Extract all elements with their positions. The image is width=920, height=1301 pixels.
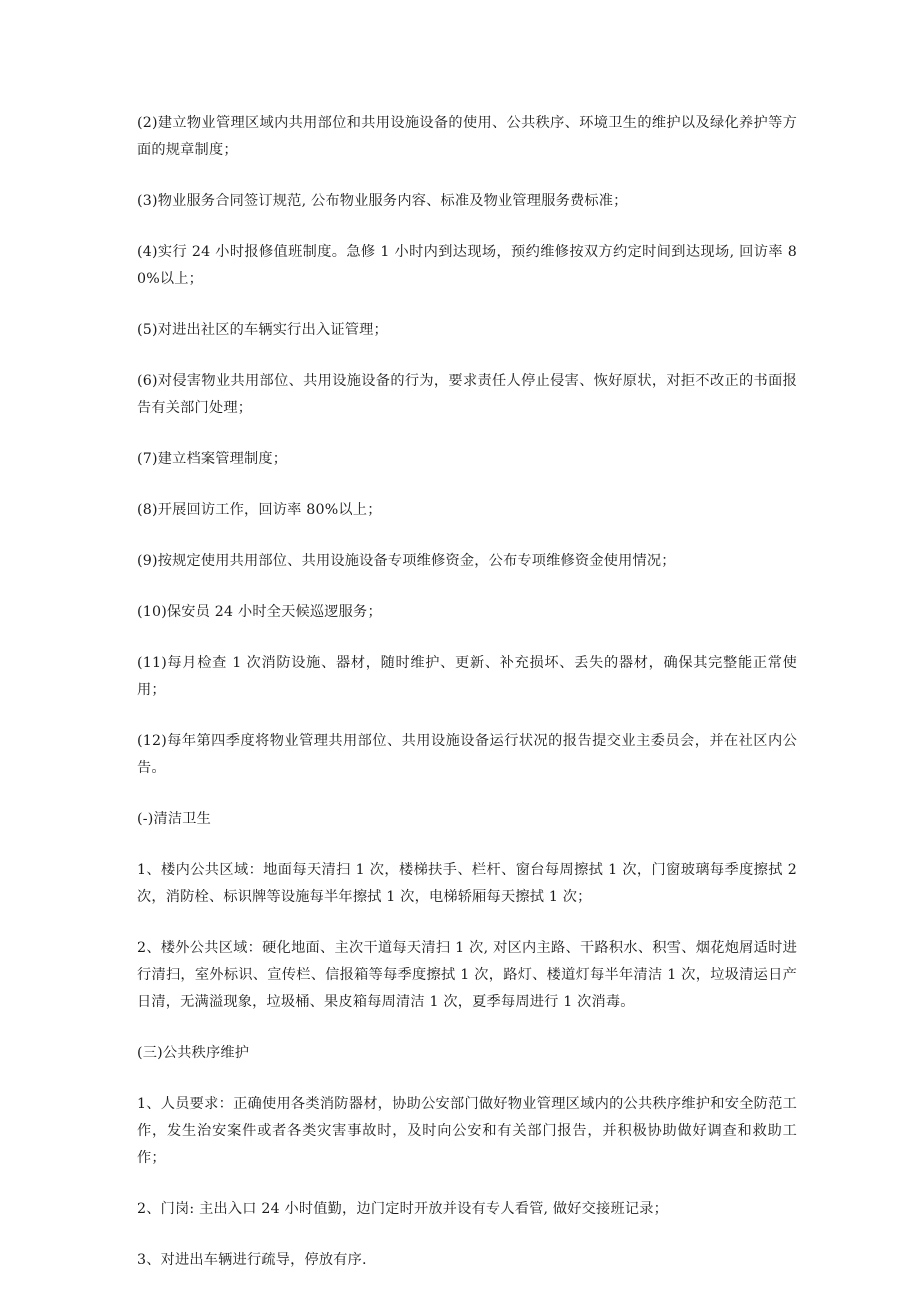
paragraph-item-10: (10)保安员 24 小时全天候巡逻服务； — [137, 604, 382, 620]
paragraph-item-4: (4)实行 24 小时报修值班制度。急修 1 小时内到达现场，预约维修按双方约定时间到达现场, 回访率 80%以上； — [137, 244, 797, 287]
paragraph-item-6: (6)对侵害物业共用部位、共用设施设备的行为，要求责任人停止侵害、恢好原状，对拒不改正的书面报告有关部门处理； — [137, 373, 797, 416]
paragraph-item-9: (9)按规定使用共用部位、共用设施设备专项维修资金，公布专项维修资金使用情况； — [137, 553, 676, 569]
paragraph-item-3: (3)物业服务合同签订规范, 公布物业服务内容、标准及物业管理服务费标准； — [137, 193, 628, 209]
paragraph-item-5: (5)对进出社区的车辆实行出入证管理； — [137, 322, 388, 338]
cleaning-item-outdoor: 2、楼外公共区域：硬化地面、主次干道每天清扫 1 次, 对区内主路、干路积水、积雪、烟花炮屑适时进行清扫，室外标识、宣传栏、信报箱等每季度擦拭 1 次，路灯、楼道灯每半年清洁 1 次，垃圾清运日产日清，无满溢现象，垃圾桶、果皮箱每周清洁 1 次，夏季每周进行 1 次消毒。 — [137, 940, 797, 1010]
paragraph-item-7: (7)建立档案管理制度； — [137, 451, 288, 467]
section-heading-order: (三)公共秩序维护 — [137, 1045, 250, 1061]
document-body — [137, 110, 797, 1298]
cleaning-item-indoor: 1、楼内公共区域：地面每天清扫 1 次，楼梯扶手、栏杆、窗台每周擦拭 1 次，门窗玻璃每季度擦拭 2 次，消防栓、标识牌等设施每半年擦拭 1 次，电梯轿厢每天擦拭 1 次； — [137, 862, 797, 905]
paragraph-item-12: (12)每年第四季度将物业管理共用部位、共用设施设备运行状况的报告提交业主委员会，并在社区内公告。 — [137, 733, 797, 776]
paragraph-item-2: (2)建立物业管理区域内共用部位和共用设施设备的使用、公共秩序、环境卫生的维护以及绿化养护等方面的规章制度； — [137, 115, 797, 158]
paragraph-item-11: (11)每月检查 1 次消防设施、器材，随时维护、更新、补充损坏、丢失的器材，确保其完整能正常使用； — [137, 655, 797, 698]
order-item-personnel: 1、人员要求：正确使用各类消防器材，协助公安部门做好物业管理区域内的公共秩序维护和安全防范工作，发生治安案件或者各类灾害事故时，及时向公安和有关部门报告，并积极协助做好调查和救助工作； — [137, 1096, 797, 1166]
order-item-gate: 2、门岗: 主出入口 24 小时值勤，边门定时开放并设有专人看管, 做好交接班记录； — [137, 1201, 668, 1217]
section-heading-cleaning: (-)清洁卫生 — [137, 811, 212, 827]
paragraph-item-8: (8)开展回访工作，回访率 80%以上； — [137, 502, 382, 518]
order-item-vehicles: 3、对进出车辆进行疏导，停放有序. — [137, 1252, 367, 1268]
